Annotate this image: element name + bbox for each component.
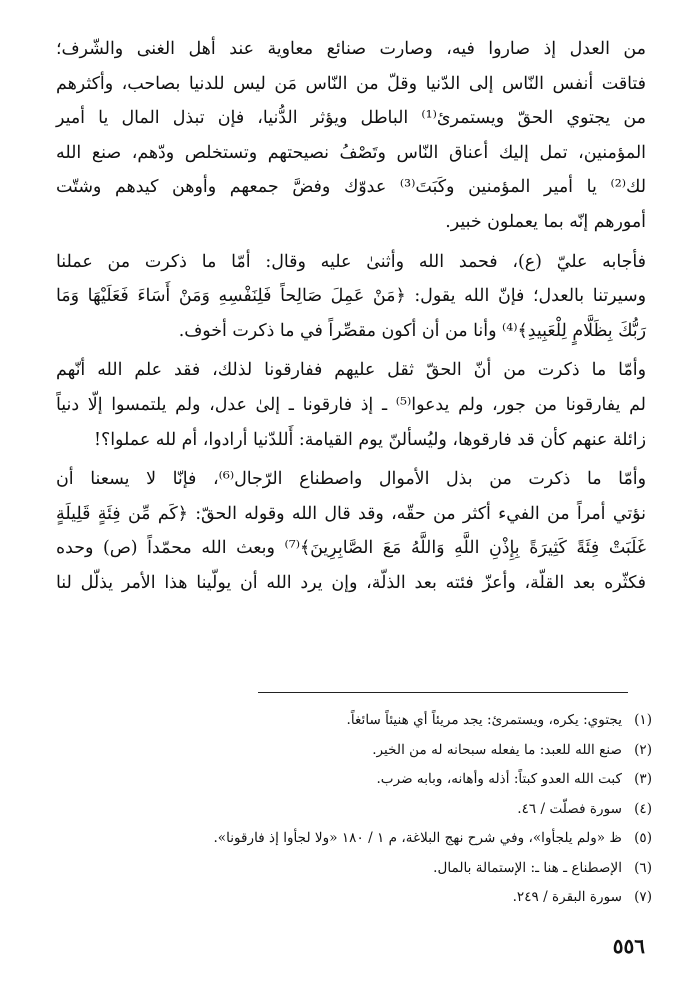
text-line: فأجابه عليّ (ع)، فحمد الله وأثنىٰ عليه وقال: أمّا ما ذكرت من عملنا (56, 251, 646, 272)
footnote (72, 706, 652, 736)
footnote-text: ظ «ولم يلجأوا»، وفي شرح نهج البلاغة، م ١ / ١٨٠ «ولا لجأوا إذ فارقونا». (213, 830, 622, 846)
text-line: لم يفارقونا من جور، ولم يدعوا⁽⁵⁾ ـ إذ فارقونا ـ إلىٰ عدل، ولم يلتمسوا إلّا دنياً (56, 394, 646, 415)
text-line: وأمّا ما ذكرت من بذل الأموال واصطناع الرّجال⁽⁶⁾، فإنّا لا يسعنا أن (56, 469, 646, 490)
text-line: المؤمنين، تمل إليك أعناق النّاس وتَصْفُ نصيحتهم وتستخلص ودّهم، صنع الله (56, 142, 646, 163)
footnote (72, 765, 652, 795)
footnote (72, 736, 652, 766)
paragraph-2 (56, 245, 646, 349)
footnote (72, 795, 652, 825)
footnote-number: (١) (634, 712, 652, 728)
footnotes (72, 706, 652, 913)
footnote-text: سورة فصلّت / ٤٦. (517, 800, 622, 817)
footnote-number: (٢) (634, 741, 652, 758)
paragraph-4 (56, 462, 646, 600)
footnote-number: (٧) (634, 889, 652, 905)
text-line: أمورهم إنّه بما يعملون خبير. (445, 211, 646, 232)
paragraph-1 (56, 32, 646, 240)
text-line: لك⁽²⁾ يا أمير المؤمنين وكَبَتَ⁽³⁾ عدوّك وفضَّ جمعهم وأوهن كيدهم وشتّت (56, 177, 646, 198)
footnote-divider (258, 692, 628, 693)
text-line: من يجتوي الحقّ ويستمرئ⁽¹⁾ الباطل ويؤثر الدُّنيا، فإن تبذل المال يا أمير (56, 108, 646, 129)
text-line: رَبُّكَ بِظَلَّامٍ لِلْعَبِيدِ﴾⁽⁴⁾ وأنا من أن أكون مقصِّراً في ما ذكرت أخوف. (178, 320, 646, 341)
footnote-text: صنع الله للعبد: ما يفعله سبحانه له من الخير. (372, 741, 622, 758)
text-line: وأمّا ما ذكرت من أنّ الحقّ ثقل عليهم ففارقونا لذلك، فقد علم الله أنّهم (56, 360, 646, 381)
footnote (72, 854, 652, 884)
paragraph-3 (56, 353, 646, 457)
footnote-text: يجتوي: يكره، ويستمرئ: يجد مريئاً أي هنيئاً سائغاً. (346, 712, 622, 728)
footnote-number: (٥) (634, 830, 652, 846)
text-line: فكثّره بعد القلّة، وأعزّ فئته بعد الذلّة، وإن يرد الله أن يولّينا هذا الأمر يذلّل لنا (56, 572, 646, 593)
text-line: نؤتي أمراً من الفيء أكثر من حقّه، وقد قال الله وقوله الحقّ: ﴿كَم مِّن فِئَةٍ قَلِيلَةٍ (56, 503, 646, 524)
footnote-text: الإصطناع ـ هنا ـ: الإستمالة بالمال. (433, 859, 622, 876)
main-text (56, 32, 646, 601)
footnote (72, 883, 652, 913)
footnote (72, 824, 652, 854)
text-line: وسيرتنا بالعدل؛ فإنّ الله يقول: ﴿مَنْ عَمِلَ صَالِحاً فَلِنَفْسِهِ وَمَنْ أَسَاءَ فَعَلَيْهَا وَمَا (56, 286, 646, 307)
text-line: فتاقت أنفس النّاس إلى الدّنيا وقلّ من النّاس مَن ليس للدنيا بصاحب، وأكثرهم (56, 73, 646, 94)
text-line: غَلَبَتْ فِئَةً كَثِيرَةً بِإِذْنِ اللَّهِ وَاللَّهُ مَعَ الصَّابِرِينَ﴾⁽⁷⁾ وبعث الله محمّداً (ص) وحده (56, 538, 646, 559)
footnote-text: كبت الله العدو كبتاً: أذله وأهانه، وبابه ضرب. (376, 771, 622, 787)
page-number: ٥٥٦ (612, 934, 645, 958)
text-line: من العدل إذ صاروا فيه، وصارت صنائع معاوية عند أهل الغنى والشّرف؛ (56, 39, 646, 59)
footnote-number: (٦) (634, 859, 652, 876)
text-line: زائلة عنهم كأن قد فارقوها، وليُسألنّ يوم القيامة: أَللدّنيا أرادوا، أم لله عملوا؟! (94, 429, 646, 450)
footnote-text: سورة البقرة / ٢٤٩. (512, 889, 622, 905)
footnote-number: (٣) (634, 771, 652, 787)
footnote-number: (٤) (634, 800, 652, 817)
